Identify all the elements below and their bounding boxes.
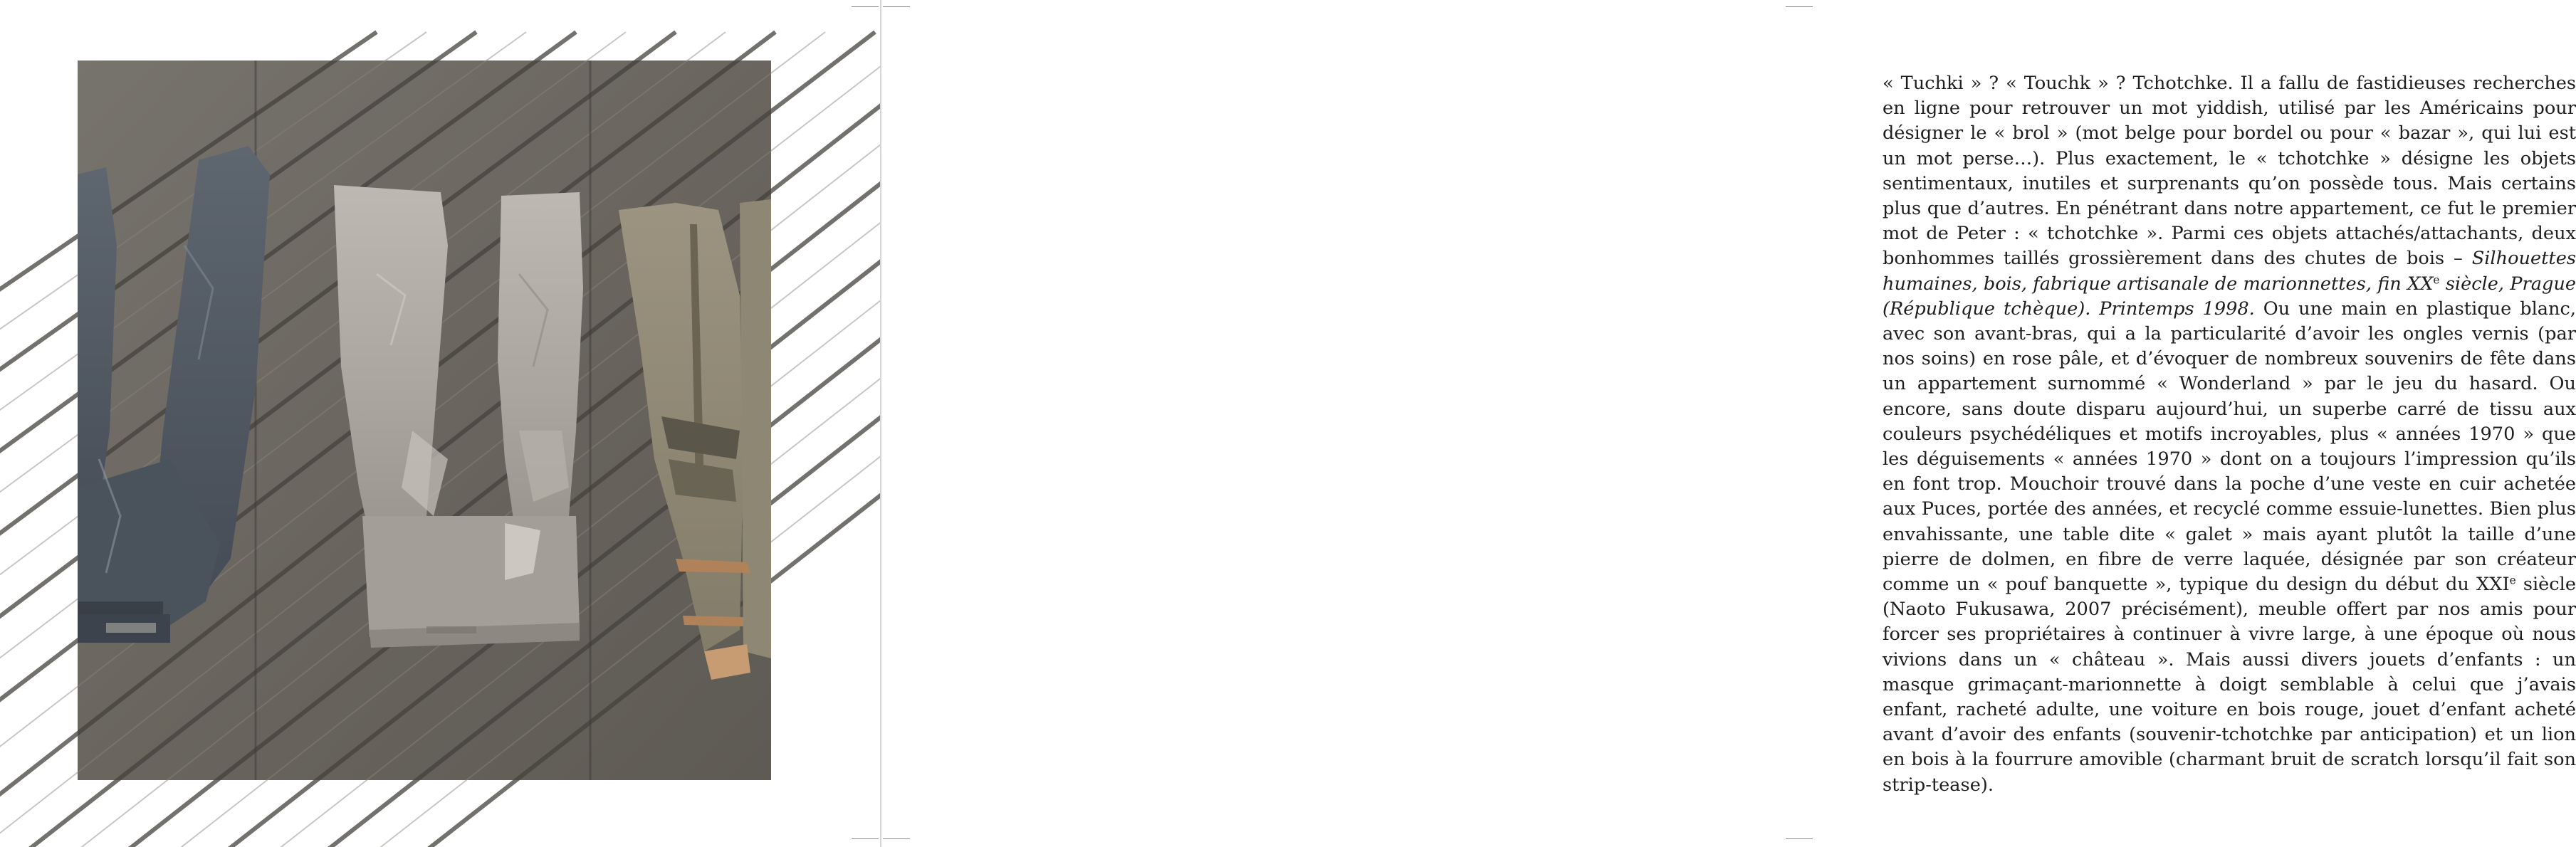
- paragraph: [1883, 71, 2576, 798]
- italic-caption-2: siècle, Prague (République tchèque). Printemps 1998.: [1883, 273, 2576, 320]
- superscript-e-2: e: [2509, 574, 2516, 587]
- crop-mark: [852, 838, 879, 839]
- crop-mark: [1786, 6, 1813, 7]
- superscript-e-1: e: [2433, 273, 2440, 287]
- text-segment-1: « Tuchki » ? « Touchk » ? Tchotchke. Il a fallu de fastidieuses recherches en ligne pour retrouver un mot yiddish, utilisé par les Américains pour désigner le « brol » (mot belge pour bordel ou pour « bazar », qui lui est un mot perse…). Plus exactement, le « tchotchke » désigne les objets sentimentaux, inutiles et surprenants qu’on possède tous. Mais certains plus que d’autres. En pénétrant dans notre appartement, ce fut le premier mot de Peter : « tchotchke ». Parmi ces objets attachés/attachants, deux bonhommes taillés grossièrement dans des chutes de bois –: [1883, 73, 2576, 270]
- text-segment-3: siècle (Naoto Fukusawa, 2007 précisément), meuble offert par nos amis pour forcer ses propriétaires à continuer à vivre large, à une époque où nous vivions dans un « château ». Mais aussi divers jouets d’enfants : un masque grimaçant-marionnette à doigt semblable à celui que j’avais enfant, racheté adulte, une voiture en bois rouge, jouet d’enfant acheté avant d’avoir des enfants (souvenir-tchotchke par anticipation) et un lion en bois à la fourrure amovible (charmant bruit de scratch lorsqu’il fait son strip-tease).: [1883, 574, 2576, 796]
- text-segment-2: Ou une main en plastique blanc, avec son avant-bras, qui a la particularité d’avoir les ongles vernis (par nos soins) en rose pâle, et d’évoquer de nombreux souvenirs de fête dans un appartement surnommé « Wonderland » par le jeu du hasard. Ou encore, sans doute disparu aujourd’hui, un superbe carré de tissu aux couleurs psychédéliques et motifs incroyables, plus « années 1970 » que les déguisements « années 1970 » dont on a toujours l’impression qu’ils en font trop. Mouchoir trouvé dans la poche d’une veste en cuir achetée aux Puces, portée des années, et recyclé comme essuie-lunettes. Bien plus envahissante, une table dite « galet » mais ayant plutôt la taille d’une pierre de dolmen, en fibre de verre laquée, désignée par son créateur comme un « pouf banquette », typique du design du début du XXI: [1883, 298, 2576, 596]
- jeans-on-deck-illustration: [78, 60, 771, 780]
- jeans-photo: [78, 60, 771, 780]
- italic-caption-1: Silhouettes humaines, bois, fabrique artisanale de marionnettes, fin XX: [1883, 248, 2576, 295]
- crop-mark: [883, 6, 910, 7]
- crop-mark: [1786, 838, 1813, 839]
- left-page: [0, 0, 880, 847]
- right-page: [881, 0, 2576, 847]
- crop-mark: [852, 6, 879, 7]
- crop-mark: [883, 838, 910, 839]
- body-text: [1883, 71, 2576, 798]
